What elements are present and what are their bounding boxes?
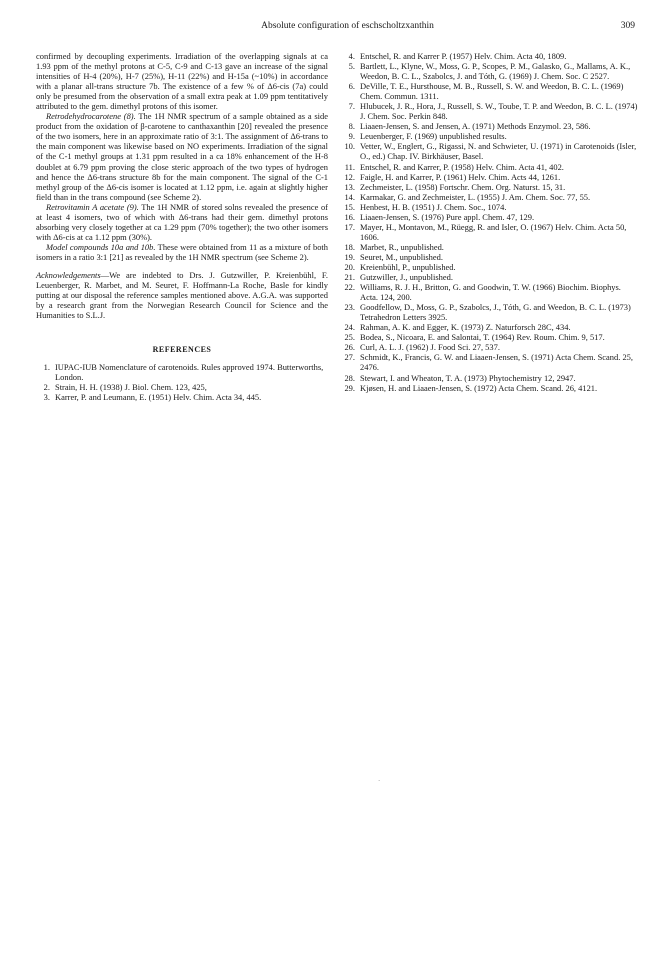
reference-number: 22. <box>344 282 355 293</box>
reference-text: Liaaen-Jensen, S. and Jensen, A. (1971) Methods Enzymol. 23, 586. <box>360 121 591 132</box>
reference-item <box>36 392 328 402</box>
reference-list-continued <box>342 51 638 393</box>
paragraph-text: The 1H NMR of stored solns revealed the presence of at least 4 isomers, two of which with Δ6-trans had their gem. dimethyl protons absorbing very closely together at ca 1.29 ppm (70% together); the two other isomers with Δ6-cis at ca 1.12 ppm (30%). <box>36 201 328 242</box>
reference-number: 14. <box>344 191 355 202</box>
reference-item <box>342 373 638 383</box>
reference-number: 10. <box>344 141 355 152</box>
reference-list <box>36 362 328 402</box>
running-header <box>60 21 635 35</box>
reference-text: Curl, A. L. J. (1962) J. Food Sci. 27, 537. <box>360 342 500 353</box>
reference-item <box>342 342 638 352</box>
paragraph-lead: Retrodehydrocarotene (8). <box>46 111 136 122</box>
reference-item <box>342 352 638 372</box>
paragraph-lead: Model compounds 10a and 10b. <box>46 241 156 252</box>
paragraph-lead: Retrovitamin A acetate (9). <box>46 201 139 212</box>
reference-text: Marbet, R., unpublished. <box>360 241 444 252</box>
paragraph-text: confirmed by decoupling experiments. Irradiation of the overlapping signals at ca 1.93 ppm of the methyl protons at C-5, C-9 and C-13 gave an increase of the signal intensities of H-4 (20%), H-7 (25%), H-11 (22%) and H-15a (~10%) in accordance with a planar all-trans structure 7b. The existence of a few % of Δ6-cis (7a) could only be presumed from the observation of a small extra peak at 1.09 ppm tentitatively attributed to the gem. dimethyl protons of this isomer. <box>36 51 328 112</box>
reference-text: Entschel, R. and Karrer, P. (1958) Helv. Chim. Acta 41, 402. <box>360 161 564 172</box>
reference-item <box>36 362 328 382</box>
reference-number: 11. <box>344 161 355 172</box>
reference-item <box>342 131 638 141</box>
reference-number: 7. <box>348 101 355 112</box>
reference-item <box>342 141 638 161</box>
reference-text: Faigle, H. and Karrer, P. (1961) Helv. Chim. Acts 44, 1261. <box>360 171 561 182</box>
reference-number: 13. <box>344 181 355 192</box>
reference-text: Karmakar, G. and Zechmeister, L. (1955) J. Am. Chem. Soc. 77, 55. <box>360 191 591 202</box>
reference-number: 15. <box>344 201 355 212</box>
reference-item <box>342 192 638 202</box>
reference-item <box>342 322 638 332</box>
reference-item <box>342 252 638 262</box>
paragraph-text: The 1H NMR spectrum of a sample obtained as a side product from the oxidation of β-carotene to canthaxanthin [20] revealed the presence of the two isomers, here in an approximate ratio of 3:1. The assignment of Δ6-trans to the main component was likewise based on NO experiments. Irradiation of the signal of the C-1 methyl groups at 1.31 ppm resulted in a ca 18% enhancement of the H-8 doublet at 6.79 ppm proving the close steric approach of the two types of hydrogen and hence the Δ6-trans structure 8b for the main component. The signal of the C-1 methyl group of the Δ6-cis isomer is located at 1.12 ppm, i.e. again at slightly higher field than in the trans compound (see Scheme 2). <box>36 111 328 202</box>
reference-item <box>342 162 638 172</box>
reference-item <box>342 272 638 282</box>
reference-number: 18. <box>344 241 355 252</box>
body-paragraph <box>36 111 328 201</box>
reference-item <box>342 302 638 322</box>
reference-number: 3. <box>43 392 50 403</box>
reference-text: Kreienbühl, P., unpublished. <box>360 261 456 272</box>
reference-text: Vetter, W., Englert, G., Rigassi, N. and Schwieter, U. (1971) in Carotenoids (Isler, O., ed.) Chap. IV. Birkhäuser, Basel. <box>360 141 637 162</box>
reference-item <box>342 182 638 192</box>
reference-text: Bartlett, L., Klyne, W., Moss, G. P., Scopes, P. M., Galasko, G., Mallams, A. K., Weedon, B. C. L., Szabolcs, J. and Tóth, G. (1969) J. Chem. Soc. C 2527. <box>360 61 631 82</box>
reference-text: Entschel, R. and Karrer P. (1957) Helv. Chim. Acta 40, 1809. <box>360 51 567 61</box>
body-paragraph <box>36 242 328 262</box>
reference-number: 25. <box>344 332 355 343</box>
reference-text: Zechmeister, L. (1958) Fortschr. Chem. Org. Naturst. 15, 31. <box>360 181 566 192</box>
reference-number: 19. <box>344 251 355 262</box>
reference-text: Leuenberger, F. (1969) unpublished results. <box>360 131 507 142</box>
reference-text: Mayer, H., Montavon, M., Rüegg, R. and Isler, O. (1967) Helv. Chim. Acta 50, 1606. <box>360 221 627 242</box>
reference-number: 12. <box>344 171 355 182</box>
reference-text: Williams, R. J. H., Britton, G. and Goodwin, T. W. (1966) Biochim. Biophys. Acta. 124, 200. <box>360 282 621 303</box>
reference-number: 1. <box>43 362 50 373</box>
reference-text: Seuret, M., unpublished. <box>360 251 443 262</box>
reference-number: 4. <box>348 51 355 61</box>
reference-number: 6. <box>348 81 355 92</box>
stray-mark: ` <box>378 779 381 787</box>
reference-text: Hlubucek, J. R., Hora, J., Russell, S. W., Toube, T. P. and Weedon, B. C. L. (1974) J. Chem. Soc. Perkin 848. <box>360 101 638 122</box>
reference-text: Strain, H. H. (1938) J. Biol. Chem. 123, 425, <box>55 382 207 393</box>
reference-item <box>342 101 638 121</box>
reference-number: 26. <box>344 342 355 353</box>
body-paragraph <box>36 202 328 242</box>
reference-text: IUPAC-IUB Nomenclature of carotenoids. Rules approved 1974. Butterworths, London. <box>55 362 324 383</box>
reference-number: 24. <box>344 322 355 333</box>
body-paragraph <box>36 51 328 111</box>
running-title: Absolute configuration of eschscholtzxanthin <box>261 21 434 31</box>
reference-text: Goodfellow, D., Moss, G. P., Szabolcs, J., Tóth, G. and Weedon, B. C. L. (1973) Tetrahedron Letters 3925. <box>360 302 631 323</box>
reference-item <box>342 202 638 212</box>
reference-text: Kjøsen, H. and Liaaen-Jensen, S. (1972) Acta Chem. Scand. 26, 4121. <box>360 382 598 393</box>
reference-item <box>342 212 638 222</box>
reference-item <box>342 81 638 101</box>
reference-number: 23. <box>344 302 355 313</box>
reference-item <box>342 121 638 131</box>
reference-item <box>342 262 638 272</box>
reference-number: 9. <box>348 131 355 142</box>
reference-item <box>342 242 638 252</box>
reference-item <box>342 282 638 302</box>
reference-number: 5. <box>348 61 355 72</box>
reference-text: Schmidt, K., Francis, G. W. and Liaaen-Jensen, S. (1971) Acta Chem. Scand. 25, 2476. <box>360 352 634 373</box>
reference-number: 2. <box>43 382 50 393</box>
reference-text: DeVille, T. E., Hursthouse, M. B., Russell, S. W. and Weedon, B. C. L. (1969) Chem. Commun. 1311. <box>360 81 624 102</box>
reference-item <box>342 51 638 61</box>
reference-number: 21. <box>344 272 355 283</box>
page-number: 309 <box>620 21 635 31</box>
reference-text: Stewart, I. and Wheaton, T. A. (1973) Phytochemistry 12, 2947. <box>360 372 576 383</box>
reference-number: 16. <box>344 211 355 222</box>
reference-number: 8. <box>348 121 355 132</box>
reference-number: 28. <box>344 372 355 383</box>
reference-item <box>342 222 638 242</box>
reference-text: Gutzwiller, J., unpublished. <box>360 272 453 283</box>
paragraph-text: These were obtained from 11 as a mixture of both isomers in a ratio 3:1 [21] as revealed by the 1H NMR spectrum (see Scheme 2). <box>36 241 328 262</box>
reference-item <box>342 61 638 81</box>
reference-text: Karrer, P. and Leumann, E. (1951) Helv. Chim. Acta 34, 445. <box>55 392 262 403</box>
left-column <box>36 51 328 402</box>
acknowledgements-text: —We are indebted to Drs. J. Gutzwiller, P. Kreienbühl, F. Leuenberger, R. Marbet, and M. Seuret, F. Hoffmann-La Roche, Basle for kindly putting at our disposal the reference samples mentioned above. A.G.A. was supported by a research grant from the Norwegian Research Council for Science and the Humanities to S.L.J. <box>36 269 328 321</box>
reference-number: 20. <box>344 261 355 272</box>
acknowledgements-heading: Acknowledgements <box>36 269 101 280</box>
right-column <box>342 51 638 393</box>
reference-item <box>36 382 328 392</box>
reference-item <box>342 332 638 342</box>
reference-text: Bodea, S., Nicoara, E. and Salontai, T. (1964) Rev. Roum. Chim. 9, 517. <box>360 332 605 343</box>
reference-text: Liaaen-Jensen, S. (1976) Pure appl. Chem. 47, 129. <box>360 211 535 222</box>
reference-item <box>342 383 638 393</box>
reference-number: 17. <box>344 221 355 232</box>
reference-text: Henbest, H. B. (1951) J. Chem. Soc., 1074. <box>360 201 507 212</box>
reference-text: Rahman, A. K. and Egger, K. (1973) Z. Naturforsch 28C, 434. <box>360 322 571 333</box>
reference-number: 29. <box>344 382 355 393</box>
reference-number: 27. <box>344 352 355 363</box>
acknowledgements <box>36 270 328 320</box>
reference-item <box>342 172 638 182</box>
references-heading: REFERENCES <box>152 345 212 355</box>
